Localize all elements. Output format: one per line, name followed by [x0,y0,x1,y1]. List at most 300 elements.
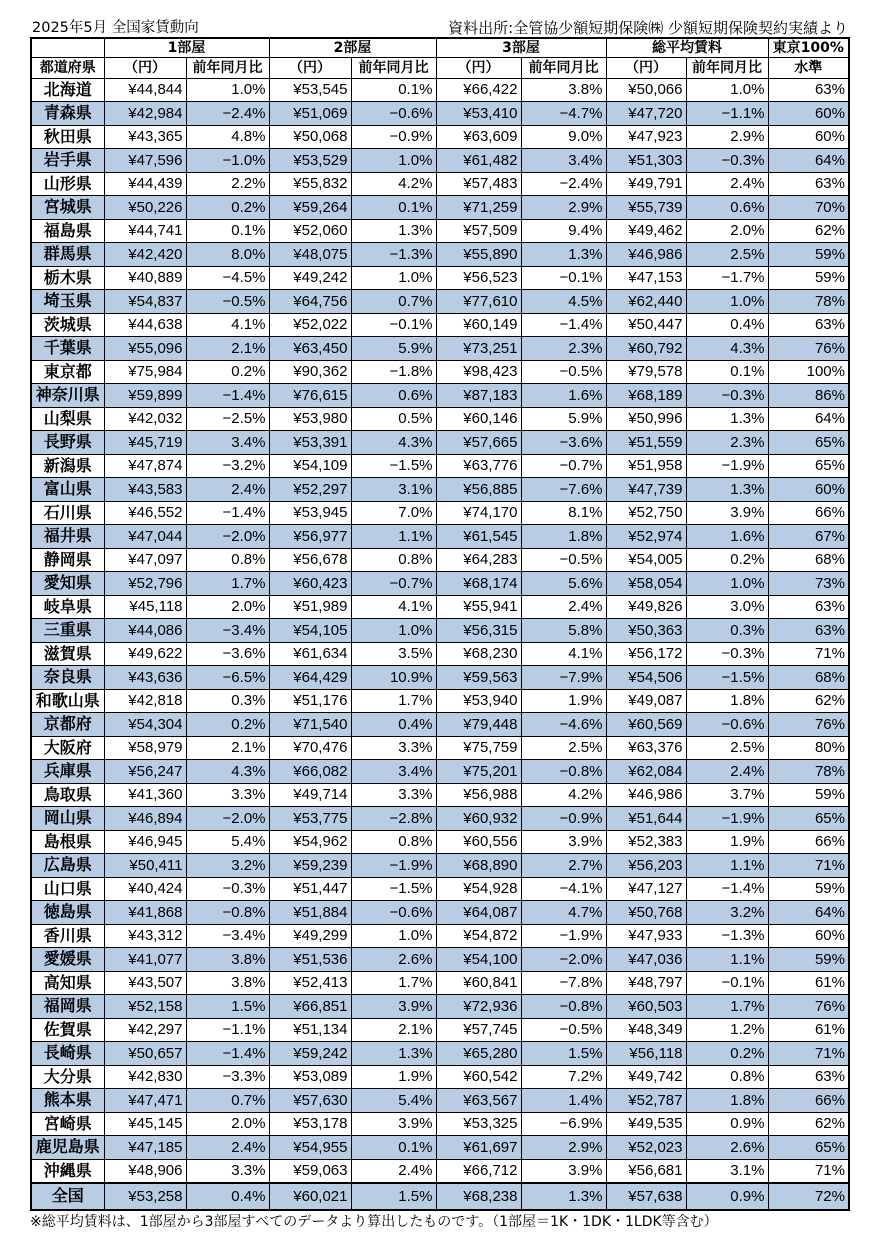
cell-3room-yoy: 1.9% [521,689,606,713]
cell-3room-yoy: −3.6% [521,431,606,455]
cell-prefecture: 千葉県 [31,337,104,361]
cell-2room-yoy: 1.3% [351,1042,436,1066]
cell-3room-rent: ¥66,712 [436,1159,521,1183]
cell-2room-rent: ¥53,545 [269,78,351,102]
cell-avg-yoy: 0.2% [686,548,768,572]
cell-2room-rent: ¥64,429 [269,666,351,690]
cell-3room-yoy: −0.8% [521,760,606,784]
cell-2room-yoy: 0.1% [351,78,436,102]
cell-tokyo-index: 61% [768,971,849,995]
cell-avg-rent: ¥47,036 [606,948,686,972]
table-row [31,266,849,290]
cell-prefecture: 愛媛県 [31,948,104,972]
cell-avg-rent: ¥60,792 [606,337,686,361]
cell-3room-rent: ¥75,759 [436,736,521,760]
cell-tokyo-index: 59% [768,243,849,267]
cell-2room-yoy: 0.4% [351,713,436,737]
cell-prefecture: 三重県 [31,619,104,643]
cell-1room-rent: ¥40,889 [104,266,186,290]
cell-avg-rent: ¥52,750 [606,501,686,525]
group-header-average-rent: 総平均賃料 [606,38,768,57]
cell-avg-rent: ¥47,923 [606,125,686,149]
cell-2room-rent: ¥51,134 [269,1018,351,1042]
cell-3room-rent: ¥66,422 [436,78,521,102]
cell-tokyo-index: 60% [768,125,849,149]
cell-prefecture: 岡山県 [31,807,104,831]
cell-1room-rent: ¥42,032 [104,407,186,431]
table-row [31,384,849,408]
table-row [31,877,849,901]
cell-avg-rent: ¥52,787 [606,1089,686,1113]
table-row [31,125,849,149]
cell-prefecture: 熊本県 [31,1089,104,1113]
cell-2room-yoy: −1.9% [351,854,436,878]
cell-2room-rent: ¥52,060 [269,219,351,243]
table-row [31,948,849,972]
cell-prefecture: 兵庫県 [31,760,104,784]
cell-3room-rent: ¥79,448 [436,713,521,737]
cell-1room-rent: ¥44,086 [104,619,186,643]
table-header [31,38,849,78]
table-row [31,1136,849,1160]
cell-1room-rent: ¥42,818 [104,689,186,713]
cell-3room-yoy: −4.1% [521,877,606,901]
cell-1room-rent: ¥58,979 [104,736,186,760]
cell-3room-yoy: −2.4% [521,172,606,196]
page-title: 2025年5月 全国家賃動向 [32,20,199,36]
cell-tokyo-index: 59% [768,266,849,290]
cell-avg-rent: ¥62,440 [606,290,686,314]
cell-1room-rent: ¥43,583 [104,478,186,502]
cell-tokyo-index: 100% [768,360,849,384]
cell-tokyo-index: 72% [768,1183,849,1210]
cell-1room-yoy: 1.7% [186,572,269,596]
cell-avg-yoy: −0.1% [686,971,768,995]
cell-avg-yoy: 0.3% [686,619,768,643]
cell-2room-rent: ¥52,297 [269,478,351,502]
cell-2room-yoy: 3.4% [351,760,436,784]
cell-avg-yoy: 1.8% [686,689,768,713]
cell-avg-yoy: 0.4% [686,313,768,337]
cell-3room-rent: ¥57,509 [436,219,521,243]
cell-1room-rent: ¥54,837 [104,290,186,314]
cell-tokyo-index: 66% [768,1089,849,1113]
cell-avg-rent: ¥50,447 [606,313,686,337]
cell-prefecture: 群馬県 [31,243,104,267]
table-row [31,783,849,807]
cell-1room-yoy: 5.4% [186,830,269,854]
cell-1room-yoy: 0.1% [186,219,269,243]
cell-2room-rent: ¥53,089 [269,1065,351,1089]
cell-3room-rent: ¥71,259 [436,196,521,220]
table-row [31,407,849,431]
col-header-1room-yoy: 前年同月比 [186,57,269,78]
cell-1room-yoy: −6.5% [186,666,269,690]
cell-2room-yoy: 0.7% [351,290,436,314]
cell-3room-yoy: 2.9% [521,196,606,220]
cell-avg-rent: ¥62,084 [606,760,686,784]
cell-prefecture: 山梨県 [31,407,104,431]
cell-1room-yoy: 2.1% [186,736,269,760]
cell-3room-rent: ¥60,841 [436,971,521,995]
cell-2room-rent: ¥55,832 [269,172,351,196]
cell-avg-yoy: 3.7% [686,783,768,807]
cell-prefecture: 宮城県 [31,196,104,220]
col-header-3room-yoy: 前年同月比 [521,57,606,78]
cell-avg-yoy: −1.5% [686,666,768,690]
cell-1room-yoy: −3.4% [186,924,269,948]
cell-2room-rent: ¥48,075 [269,243,351,267]
cell-3room-rent: ¥56,315 [436,619,521,643]
cell-avg-rent: ¥60,503 [606,995,686,1019]
cell-1room-rent: ¥56,247 [104,760,186,784]
cell-1room-yoy: −1.4% [186,384,269,408]
cell-avg-rent: ¥50,066 [606,78,686,102]
cell-tokyo-index: 63% [768,1065,849,1089]
cell-1room-yoy: −2.5% [186,407,269,431]
rent-table [30,37,850,1211]
cell-2room-rent: ¥53,178 [269,1112,351,1136]
cell-2room-rent: ¥66,851 [269,995,351,1019]
cell-2room-yoy: 1.9% [351,1065,436,1089]
cell-1room-rent: ¥44,638 [104,313,186,337]
cell-avg-rent: ¥47,153 [606,266,686,290]
cell-2room-yoy: 3.5% [351,642,436,666]
cell-tokyo-index: 78% [768,760,849,784]
cell-prefecture: 愛知県 [31,572,104,596]
cell-1room-yoy: −3.3% [186,1065,269,1089]
cell-1room-rent: ¥75,984 [104,360,186,384]
cell-3room-yoy: −1.4% [521,313,606,337]
cell-avg-rent: ¥47,739 [606,478,686,502]
cell-2room-rent: ¥56,678 [269,548,351,572]
cell-1room-rent: ¥43,365 [104,125,186,149]
cell-3room-yoy: 9.0% [521,125,606,149]
cell-tokyo-index: 68% [768,666,849,690]
cell-1room-yoy: 0.7% [186,1089,269,1113]
cell-1room-rent: ¥46,552 [104,501,186,525]
cell-1room-rent: ¥49,622 [104,642,186,666]
cell-1room-yoy: −1.4% [186,1042,269,1066]
cell-avg-rent: ¥52,974 [606,525,686,549]
cell-2room-yoy: 0.8% [351,830,436,854]
cell-tokyo-index: 62% [768,219,849,243]
table-row [31,760,849,784]
cell-3room-rent: ¥61,697 [436,1136,521,1160]
cell-3room-yoy: −1.9% [521,924,606,948]
table-row [31,971,849,995]
cell-3room-rent: ¥59,563 [436,666,521,690]
cell-1room-yoy: −3.2% [186,454,269,478]
table-row [31,102,849,126]
cell-2room-rent: ¥71,540 [269,713,351,737]
cell-avg-yoy: 2.5% [686,243,768,267]
group-header-row [31,38,849,57]
cell-1room-yoy: 3.3% [186,783,269,807]
cell-2room-rent: ¥59,239 [269,854,351,878]
cell-1room-rent: ¥50,226 [104,196,186,220]
cell-2room-yoy: 3.1% [351,478,436,502]
cell-prefecture: 福井県 [31,525,104,549]
cell-tokyo-index: 73% [768,572,849,596]
cell-1room-yoy: −2.0% [186,525,269,549]
cell-1room-yoy: −1.4% [186,501,269,525]
cell-1room-rent: ¥45,118 [104,595,186,619]
cell-1room-rent: ¥47,044 [104,525,186,549]
cell-1room-yoy: 3.3% [186,1159,269,1183]
cell-3room-rent: ¥56,885 [436,478,521,502]
cell-1room-yoy: 3.8% [186,971,269,995]
cell-2room-rent: ¥51,447 [269,877,351,901]
cell-tokyo-index: 60% [768,478,849,502]
cell-1room-yoy: 0.8% [186,548,269,572]
cell-prefecture: 北海道 [31,78,104,102]
cell-prefecture: 長野県 [31,431,104,455]
cell-tokyo-index: 60% [768,924,849,948]
cell-2room-rent: ¥54,109 [269,454,351,478]
cell-3room-rent: ¥53,410 [436,102,521,126]
cell-avg-yoy: 1.0% [686,572,768,596]
cell-avg-yoy: 1.3% [686,478,768,502]
cell-prefecture: 大阪府 [31,736,104,760]
table-row [31,290,849,314]
cell-avg-yoy: 1.6% [686,525,768,549]
cell-avg-yoy: 0.9% [686,1183,768,1210]
cell-1room-rent: ¥44,439 [104,172,186,196]
cell-1room-rent: ¥41,077 [104,948,186,972]
cell-3room-rent: ¥60,146 [436,407,521,431]
cell-3room-yoy: 1.4% [521,1089,606,1113]
cell-1room-rent: ¥53,258 [104,1183,186,1210]
cell-3room-yoy: −2.0% [521,948,606,972]
cell-3room-yoy: 4.7% [521,901,606,925]
cell-avg-yoy: 0.9% [686,1112,768,1136]
group-header-tokyo-index: 東京100% [768,38,849,57]
cell-avg-yoy: −1.4% [686,877,768,901]
cell-tokyo-index: 63% [768,313,849,337]
cell-1room-yoy: −2.4% [186,102,269,126]
cell-2room-yoy: 1.0% [351,619,436,643]
cell-tokyo-index: 65% [768,454,849,478]
cell-2room-rent: ¥60,423 [269,572,351,596]
cell-avg-rent: ¥50,996 [606,407,686,431]
source-note: 資料出所:全管協少額短期保険㈱ 少額短期保険契約実績より [448,19,848,37]
cell-3room-yoy: −0.9% [521,807,606,831]
cell-2room-yoy: 1.0% [351,266,436,290]
cell-2room-rent: ¥56,977 [269,525,351,549]
cell-1room-rent: ¥52,158 [104,995,186,1019]
cell-3room-rent: ¥60,149 [436,313,521,337]
cell-tokyo-index: 65% [768,807,849,831]
cell-1room-yoy: 8.0% [186,243,269,267]
cell-1room-yoy: 1.0% [186,78,269,102]
table-row [31,525,849,549]
cell-1room-yoy: 3.2% [186,854,269,878]
cell-avg-yoy: 0.6% [686,196,768,220]
cell-tokyo-index: 71% [768,854,849,878]
cell-avg-yoy: 2.5% [686,736,768,760]
col-header-2room-rent: （円） [269,57,351,78]
cell-3room-rent: ¥74,170 [436,501,521,525]
cell-tokyo-index: 62% [768,689,849,713]
cell-3room-rent: ¥98,423 [436,360,521,384]
cell-3room-yoy: −0.5% [521,1018,606,1042]
table-row [31,736,849,760]
column-header-row [31,57,849,78]
cell-prefecture: 奈良県 [31,666,104,690]
cell-prefecture: 新潟県 [31,454,104,478]
cell-3room-rent: ¥57,483 [436,172,521,196]
cell-3room-yoy: 2.3% [521,337,606,361]
cell-3room-rent: ¥72,936 [436,995,521,1019]
cell-2room-rent: ¥51,536 [269,948,351,972]
table-row [31,243,849,267]
cell-1room-yoy: −0.5% [186,290,269,314]
cell-3room-rent: ¥53,325 [436,1112,521,1136]
cell-2room-yoy: −2.8% [351,807,436,831]
table-row [31,666,849,690]
cell-2room-yoy: −1.5% [351,877,436,901]
cell-3room-rent: ¥60,556 [436,830,521,854]
cell-1room-rent: ¥50,411 [104,854,186,878]
cell-3room-yoy: 4.2% [521,783,606,807]
cell-3room-yoy: 4.1% [521,642,606,666]
cell-2room-rent: ¥49,242 [269,266,351,290]
group-header-2room: 2部屋 [269,38,436,57]
cell-avg-yoy: −1.1% [686,102,768,126]
cell-2room-yoy: 0.5% [351,407,436,431]
cell-avg-rent: ¥51,559 [606,431,686,455]
cell-2room-rent: ¥49,299 [269,924,351,948]
cell-tokyo-index: 59% [768,877,849,901]
cell-1room-yoy: 0.4% [186,1183,269,1210]
cell-tokyo-index: 59% [768,948,849,972]
cell-tokyo-index: 64% [768,407,849,431]
cell-avg-yoy: −1.9% [686,807,768,831]
cell-avg-rent: ¥51,644 [606,807,686,831]
cell-2room-yoy: −1.5% [351,454,436,478]
cell-avg-yoy: 2.4% [686,172,768,196]
cell-3room-rent: ¥68,230 [436,642,521,666]
table-row [31,1089,849,1113]
cell-1room-yoy: 2.4% [186,1136,269,1160]
cell-3room-rent: ¥68,890 [436,854,521,878]
cell-2room-rent: ¥59,242 [269,1042,351,1066]
cell-1room-rent: ¥41,360 [104,783,186,807]
cell-3room-rent: ¥64,283 [436,548,521,572]
cell-1room-rent: ¥48,906 [104,1159,186,1183]
cell-avg-rent: ¥49,087 [606,689,686,713]
cell-prefecture: 島根県 [31,830,104,854]
cell-3room-yoy: 2.7% [521,854,606,878]
cell-tokyo-index: 76% [768,713,849,737]
cell-3room-rent: ¥56,988 [436,783,521,807]
col-header-avg-yoy: 前年同月比 [686,57,768,78]
cell-2room-yoy: 5.4% [351,1089,436,1113]
cell-tokyo-index: 60% [768,102,849,126]
cell-1room-yoy: 4.1% [186,313,269,337]
cell-1room-rent: ¥59,899 [104,384,186,408]
cell-1room-rent: ¥52,796 [104,572,186,596]
cell-1room-yoy: 0.3% [186,689,269,713]
cell-1room-rent: ¥45,719 [104,431,186,455]
cell-avg-rent: ¥52,023 [606,1136,686,1160]
cell-2room-yoy: −0.1% [351,313,436,337]
cell-avg-rent: ¥51,958 [606,454,686,478]
cell-avg-rent: ¥48,349 [606,1018,686,1042]
col-header-avg-rent: （円） [606,57,686,78]
cell-3room-yoy: −0.8% [521,995,606,1019]
table-row [31,1112,849,1136]
cell-2room-yoy: 1.7% [351,971,436,995]
cell-tokyo-index: 62% [768,1112,849,1136]
cell-avg-rent: ¥52,383 [606,830,686,854]
group-header-3room: 3部屋 [436,38,606,57]
cell-2room-rent: ¥90,362 [269,360,351,384]
cell-avg-rent: ¥79,578 [606,360,686,384]
cell-avg-yoy: 2.9% [686,125,768,149]
cell-prefecture: 静岡県 [31,548,104,572]
cell-prefecture: 高知県 [31,971,104,995]
cell-3room-yoy: 1.8% [521,525,606,549]
cell-tokyo-index: 71% [768,642,849,666]
cell-avg-yoy: 0.1% [686,360,768,384]
cell-avg-rent: ¥56,681 [606,1159,686,1183]
cell-2room-rent: ¥54,962 [269,830,351,854]
cell-prefecture: 東京都 [31,360,104,384]
cell-avg-yoy: −0.3% [686,642,768,666]
cell-2room-rent: ¥54,105 [269,619,351,643]
cell-3room-yoy: 3.8% [521,78,606,102]
cell-3room-rent: ¥65,280 [436,1042,521,1066]
cell-prefecture: 大分県 [31,1065,104,1089]
cell-1room-yoy: −1.1% [186,1018,269,1042]
table-row [31,337,849,361]
cell-1room-rent: ¥42,984 [104,102,186,126]
cell-tokyo-index: 71% [768,1042,849,1066]
cell-avg-rent: ¥56,203 [606,854,686,878]
cell-avg-yoy: 3.9% [686,501,768,525]
cell-avg-yoy: −1.9% [686,454,768,478]
cell-avg-yoy: −0.3% [686,149,768,173]
cell-tokyo-index: 76% [768,995,849,1019]
cell-avg-rent: ¥49,742 [606,1065,686,1089]
cell-prefecture: 茨城県 [31,313,104,337]
cell-prefecture: 福岡県 [31,995,104,1019]
cell-3room-yoy: 3.9% [521,830,606,854]
cell-3room-rent: ¥63,776 [436,454,521,478]
cell-avg-rent: ¥49,826 [606,595,686,619]
cell-2room-yoy: 1.7% [351,689,436,713]
cell-1room-rent: ¥55,096 [104,337,186,361]
cell-avg-yoy: 1.8% [686,1089,768,1113]
cell-2room-rent: ¥59,264 [269,196,351,220]
cell-3room-rent: ¥63,567 [436,1089,521,1113]
cell-3room-rent: ¥55,890 [436,243,521,267]
cell-3room-rent: ¥57,665 [436,431,521,455]
cell-avg-yoy: 3.1% [686,1159,768,1183]
cell-2room-yoy: 1.5% [351,1183,436,1210]
cell-3room-yoy: 1.3% [521,243,606,267]
cell-1room-rent: ¥45,145 [104,1112,186,1136]
cell-2room-yoy: −1.3% [351,243,436,267]
cell-1room-rent: ¥41,868 [104,901,186,925]
cell-avg-rent: ¥68,189 [606,384,686,408]
cell-1room-rent: ¥44,741 [104,219,186,243]
cell-1room-rent: ¥54,304 [104,713,186,737]
cell-2room-rent: ¥63,450 [269,337,351,361]
cell-1room-yoy: 4.8% [186,125,269,149]
